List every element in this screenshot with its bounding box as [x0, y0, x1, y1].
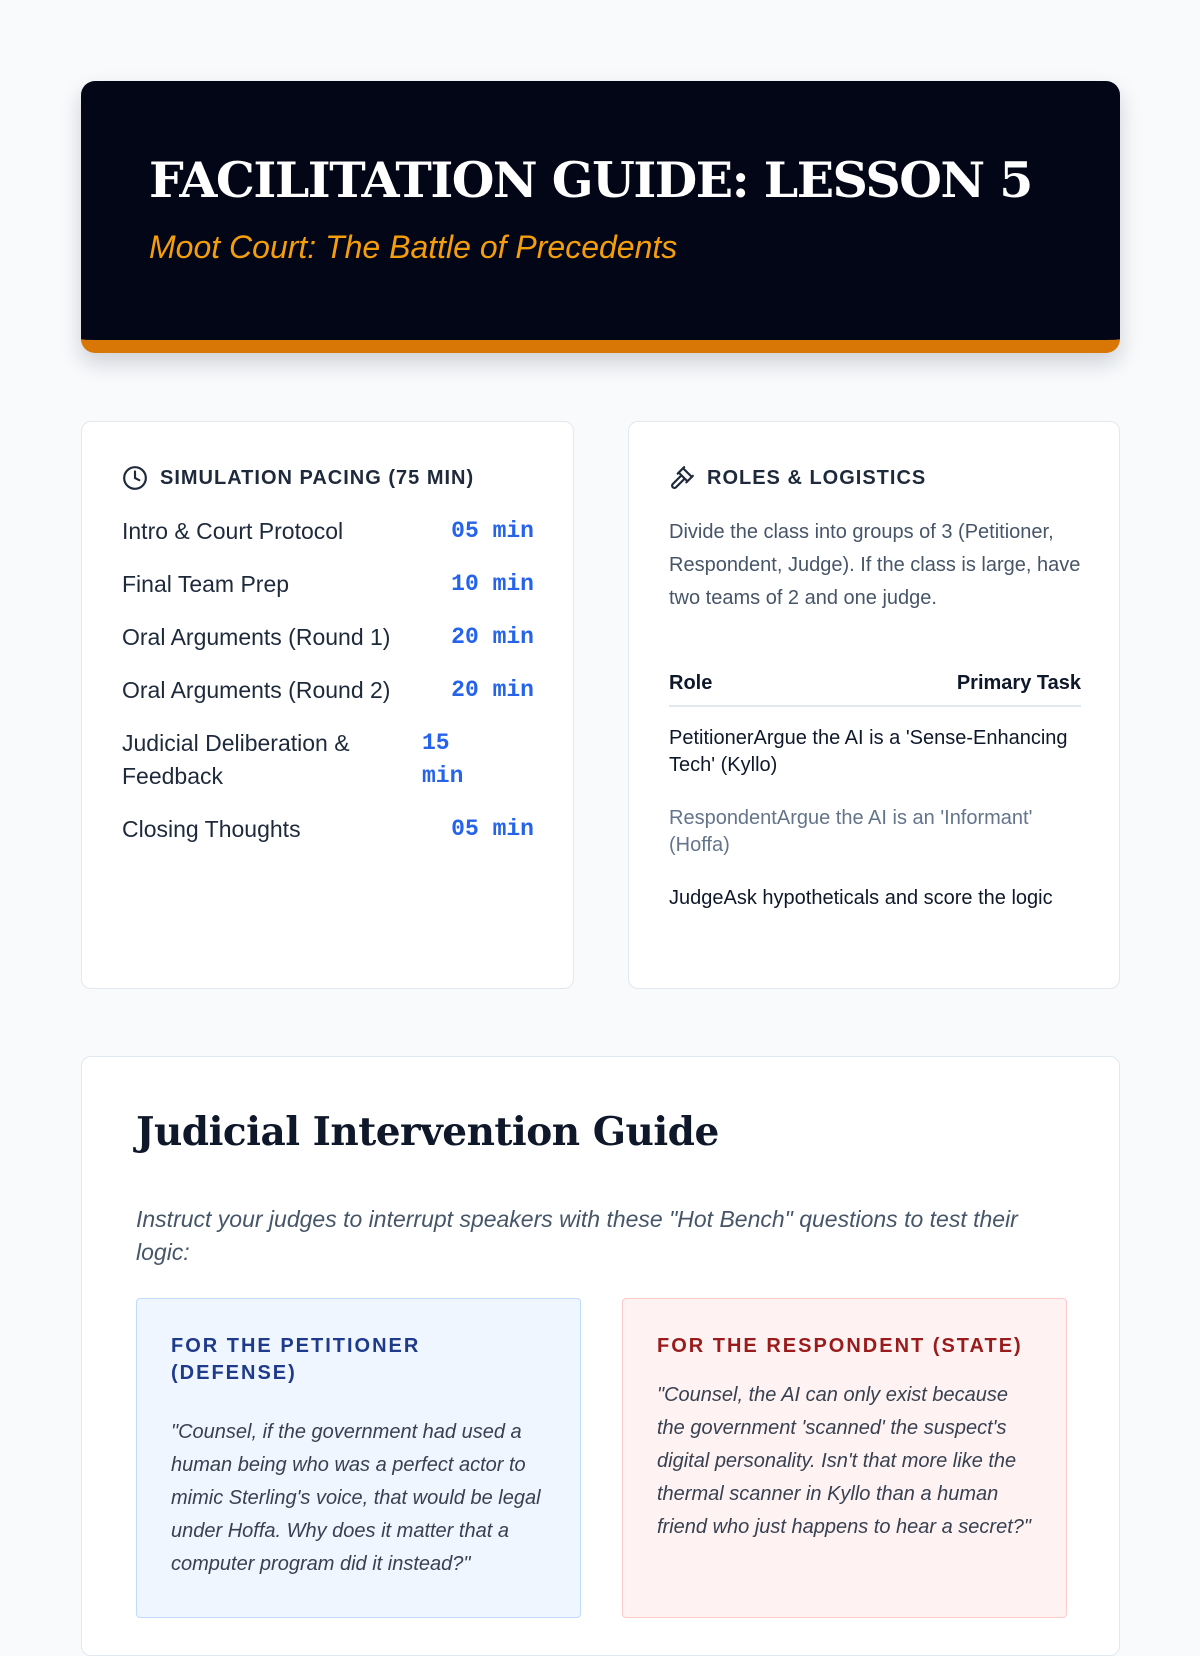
- respondent-question-title: FOR THE RESPONDENT (STATE): [657, 1335, 1023, 1357]
- role-name: Respondent: [669, 807, 777, 829]
- petitioner-question-title: FOR THE PETITIONER (DEFENSE): [171, 1335, 421, 1384]
- pacing-item-label: Final Team Prep: [122, 571, 290, 597]
- pacing-item-label: Closing Thoughts: [122, 816, 301, 842]
- pacing-item: [122, 727, 534, 793]
- column-header-role: Role: [669, 672, 776, 706]
- respondent-question-box: [622, 1298, 1067, 1618]
- roles-heading-label: ROLES & LOGISTICS: [707, 466, 927, 489]
- roles-heading: [669, 465, 926, 491]
- roles-card: [628, 421, 1120, 989]
- pacing-heading: [122, 465, 474, 491]
- gavel-icon: [669, 465, 695, 491]
- role-task: Ask hypotheticals and score the logic: [723, 887, 1053, 909]
- role-task: Argue the AI is an 'Informant' (Hoffa): [669, 807, 1033, 856]
- pacing-heading-label: SIMULATION PACING (75 MIN): [160, 466, 475, 489]
- pacing-item-label: Intro & Court Protocol: [122, 518, 344, 544]
- roles-table-header: [669, 672, 1081, 707]
- petitioner-question-box: [136, 1298, 581, 1618]
- table-row: [669, 805, 1081, 859]
- pacing-item-label: Oral Arguments (Round 2): [122, 677, 391, 703]
- pacing-item-time: 10 min: [451, 571, 534, 597]
- header-banner: [81, 81, 1120, 353]
- roles-intro: Divide the class into groups of 3 (Petitioner, Respondent, Judge). If the class is large, have two teams of 2 and one judge.: [669, 521, 1081, 609]
- clock-icon: [122, 465, 148, 491]
- guide-title: Judicial Intervention Guide: [136, 1109, 719, 1155]
- pacing-item-time: 15 min: [422, 730, 464, 789]
- role-name: Petitioner: [669, 727, 754, 749]
- respondent-question-text: "Counsel, the AI can only exist because the government 'scanned' the suspect's digital personality. Isn't that more like the thermal scanner in Kyllo than a human friend who just happens to hear a secret?": [657, 1384, 1031, 1538]
- pacing-item-time: 20 min: [451, 677, 534, 703]
- page-title: FACILITATION GUIDE: LESSON 5: [149, 151, 1032, 209]
- pacing-item: [122, 515, 534, 548]
- petitioner-question-text: "Counsel, if the government had used a human being who was a perfect actor to mimic Sterling's voice, that would be legal under Hoffa. Why does it matter that a computer program did it instead?": [171, 1421, 541, 1575]
- pacing-card: [81, 421, 574, 989]
- pacing-list: [122, 515, 534, 866]
- pacing-item-label: Oral Arguments (Round 1): [122, 624, 391, 650]
- roles-table: [669, 725, 1081, 938]
- table-row: [669, 885, 1081, 912]
- pacing-item: [122, 568, 534, 601]
- pacing-item-time: 05 min: [451, 816, 534, 842]
- pacing-item: [122, 813, 534, 846]
- pacing-item: [122, 674, 534, 707]
- pacing-item-time: 05 min: [451, 518, 534, 544]
- role-task: Argue the AI is a 'Sense-Enhancing Tech' (Kyllo): [669, 727, 1068, 776]
- pacing-item-time: 20 min: [451, 624, 534, 650]
- pacing-item: [122, 621, 534, 654]
- judicial-guide-card: [81, 1056, 1120, 1656]
- guide-intro: Instruct your judges to interrupt speakers with these "Hot Bench" questions to test their logic:: [136, 1206, 1018, 1265]
- column-header-task: Primary Task: [776, 672, 1081, 706]
- page-subtitle: Moot Court: The Battle of Precedents: [149, 229, 678, 265]
- role-name: Judge: [669, 887, 724, 909]
- table-row: [669, 725, 1081, 779]
- pacing-item-label: Judicial Deliberation & Feedback: [122, 730, 350, 789]
